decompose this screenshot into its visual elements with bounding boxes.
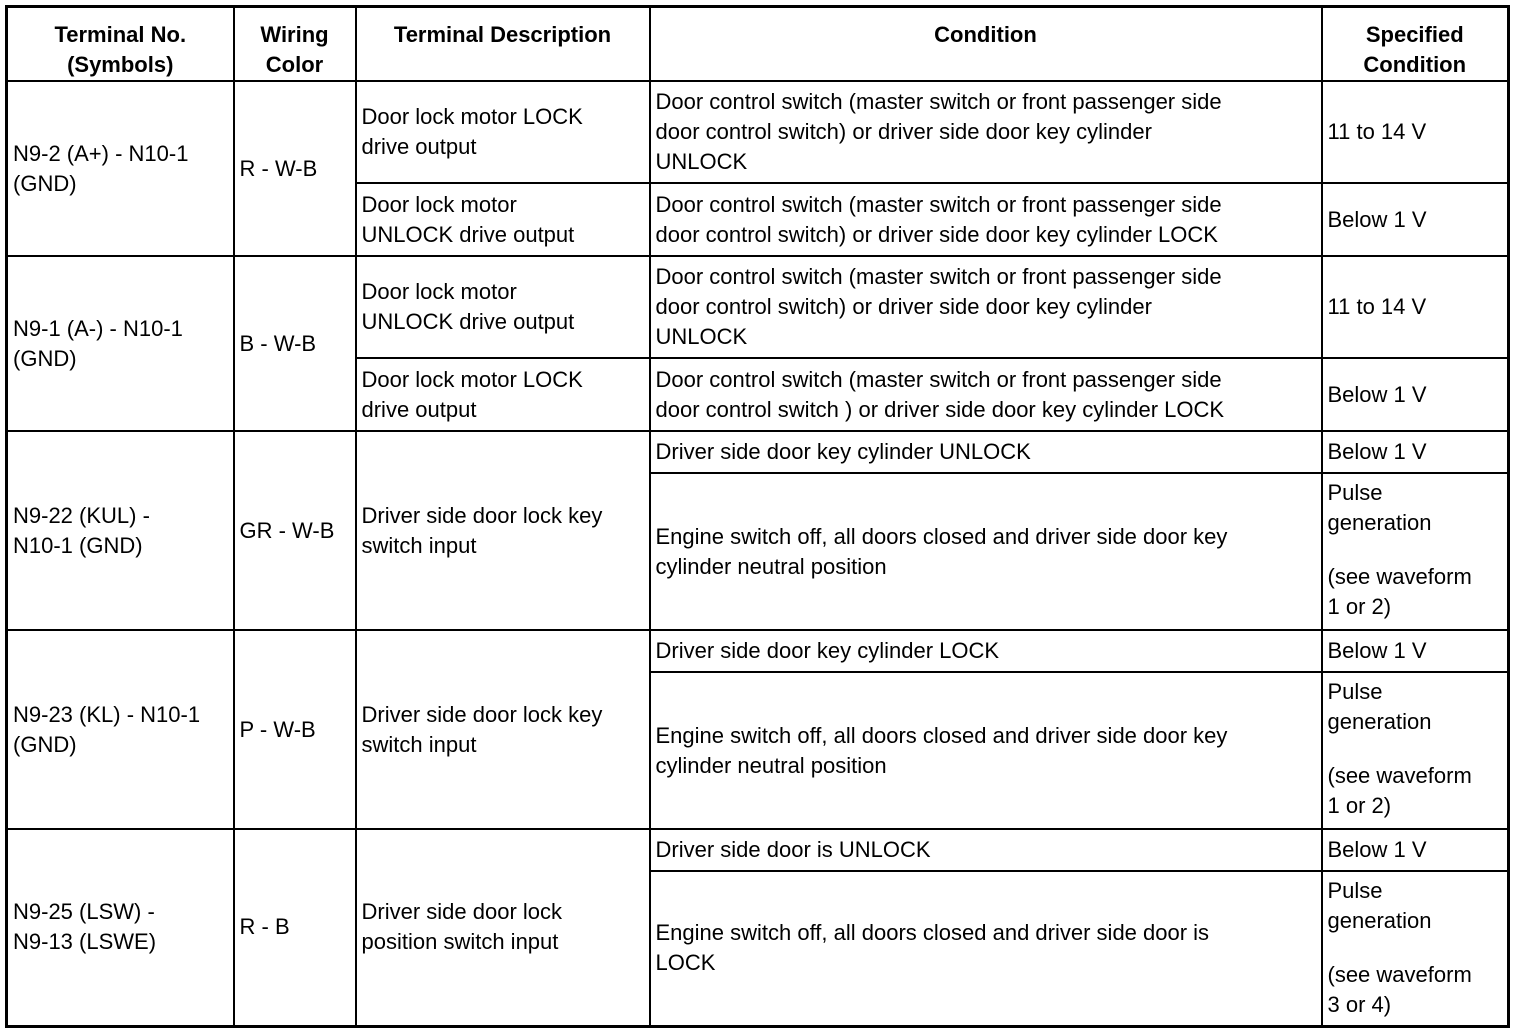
header-specified-condition: Specified Condition xyxy=(1322,7,1509,82)
condition-cell: Driver side door is UNLOCK xyxy=(650,829,1322,871)
table-row xyxy=(7,829,1509,871)
header-terminal-description: Terminal Description xyxy=(356,7,650,82)
specified-cell: Below 1 V xyxy=(1322,358,1509,431)
header-row xyxy=(7,7,1509,82)
terminal-cell: N9-22 (KUL) - N10-1 (GND) xyxy=(7,431,234,630)
header-condition: Condition xyxy=(650,7,1322,82)
specified-cell: Pulse generation (see waveform 1 or 2) xyxy=(1322,672,1509,829)
header-terminal: Terminal No. (Symbols) xyxy=(7,7,234,82)
description-cell: Door lock motor LOCK drive output xyxy=(356,358,650,431)
wiring-color-cell: GR - W-B xyxy=(234,431,356,630)
condition-cell: Door control switch (master switch or front passenger side door control switch ) or driver side door key cylinder LOCK xyxy=(650,358,1322,431)
wiring-color-cell: R - B xyxy=(234,829,356,1026)
terminal-spec-table xyxy=(5,5,1510,1028)
description-cell: Driver side door lock key switch input xyxy=(356,431,650,630)
condition-cell: Door control switch (master switch or front passenger side door control switch) or driver side door key cylinder UNLOCK xyxy=(650,81,1322,183)
terminal-cell: N9-2 (A+) - N10-1 (GND) xyxy=(7,81,234,256)
wiring-color-cell: B - W-B xyxy=(234,256,356,431)
specified-cell: 11 to 14 V xyxy=(1322,81,1509,183)
specified-cell: Below 1 V xyxy=(1322,829,1509,871)
condition-cell: Door control switch (master switch or front passenger side door control switch) or driver side door key cylinder LOCK xyxy=(650,183,1322,256)
description-cell: Door lock motor UNLOCK drive output xyxy=(356,183,650,256)
specified-cell: Pulse generation (see waveform 1 or 2) xyxy=(1322,473,1509,630)
description-cell: Driver side door lock position switch input xyxy=(356,829,650,1026)
terminal-cell: N9-23 (KL) - N10-1 (GND) xyxy=(7,630,234,829)
table-row xyxy=(7,81,1509,183)
table-row xyxy=(7,630,1509,672)
condition-cell: Engine switch off, all doors closed and driver side door key cylinder neutral position xyxy=(650,473,1322,630)
header-wiring-color: Wiring Color xyxy=(234,7,356,82)
condition-cell: Door control switch (master switch or front passenger side door control switch) or driver side door key cylinder UNLOCK xyxy=(650,256,1322,358)
terminal-cell: N9-1 (A-) - N10-1 (GND) xyxy=(7,256,234,431)
condition-cell: Engine switch off, all doors closed and driver side door key cylinder neutral position xyxy=(650,672,1322,829)
wiring-color-cell: R - W-B xyxy=(234,81,356,256)
condition-cell: Driver side door key cylinder UNLOCK xyxy=(650,431,1322,473)
description-cell: Door lock motor LOCK drive output xyxy=(356,81,650,183)
terminal-cell: N9-25 (LSW) - N9-13 (LSWE) xyxy=(7,829,234,1026)
specified-cell: Below 1 V xyxy=(1322,431,1509,473)
wiring-color-cell: P - W-B xyxy=(234,630,356,829)
table-row xyxy=(7,256,1509,358)
description-cell: Driver side door lock key switch input xyxy=(356,630,650,829)
specified-cell: Below 1 V xyxy=(1322,630,1509,672)
condition-cell: Driver side door key cylinder LOCK xyxy=(650,630,1322,672)
specified-cell: Pulse generation (see waveform 3 or 4) xyxy=(1322,871,1509,1026)
condition-cell: Engine switch off, all doors closed and driver side door is LOCK xyxy=(650,871,1322,1026)
specified-cell: 11 to 14 V xyxy=(1322,256,1509,358)
specified-cell: Below 1 V xyxy=(1322,183,1509,256)
description-cell: Door lock motor UNLOCK drive output xyxy=(356,256,650,358)
table-row xyxy=(7,431,1509,473)
